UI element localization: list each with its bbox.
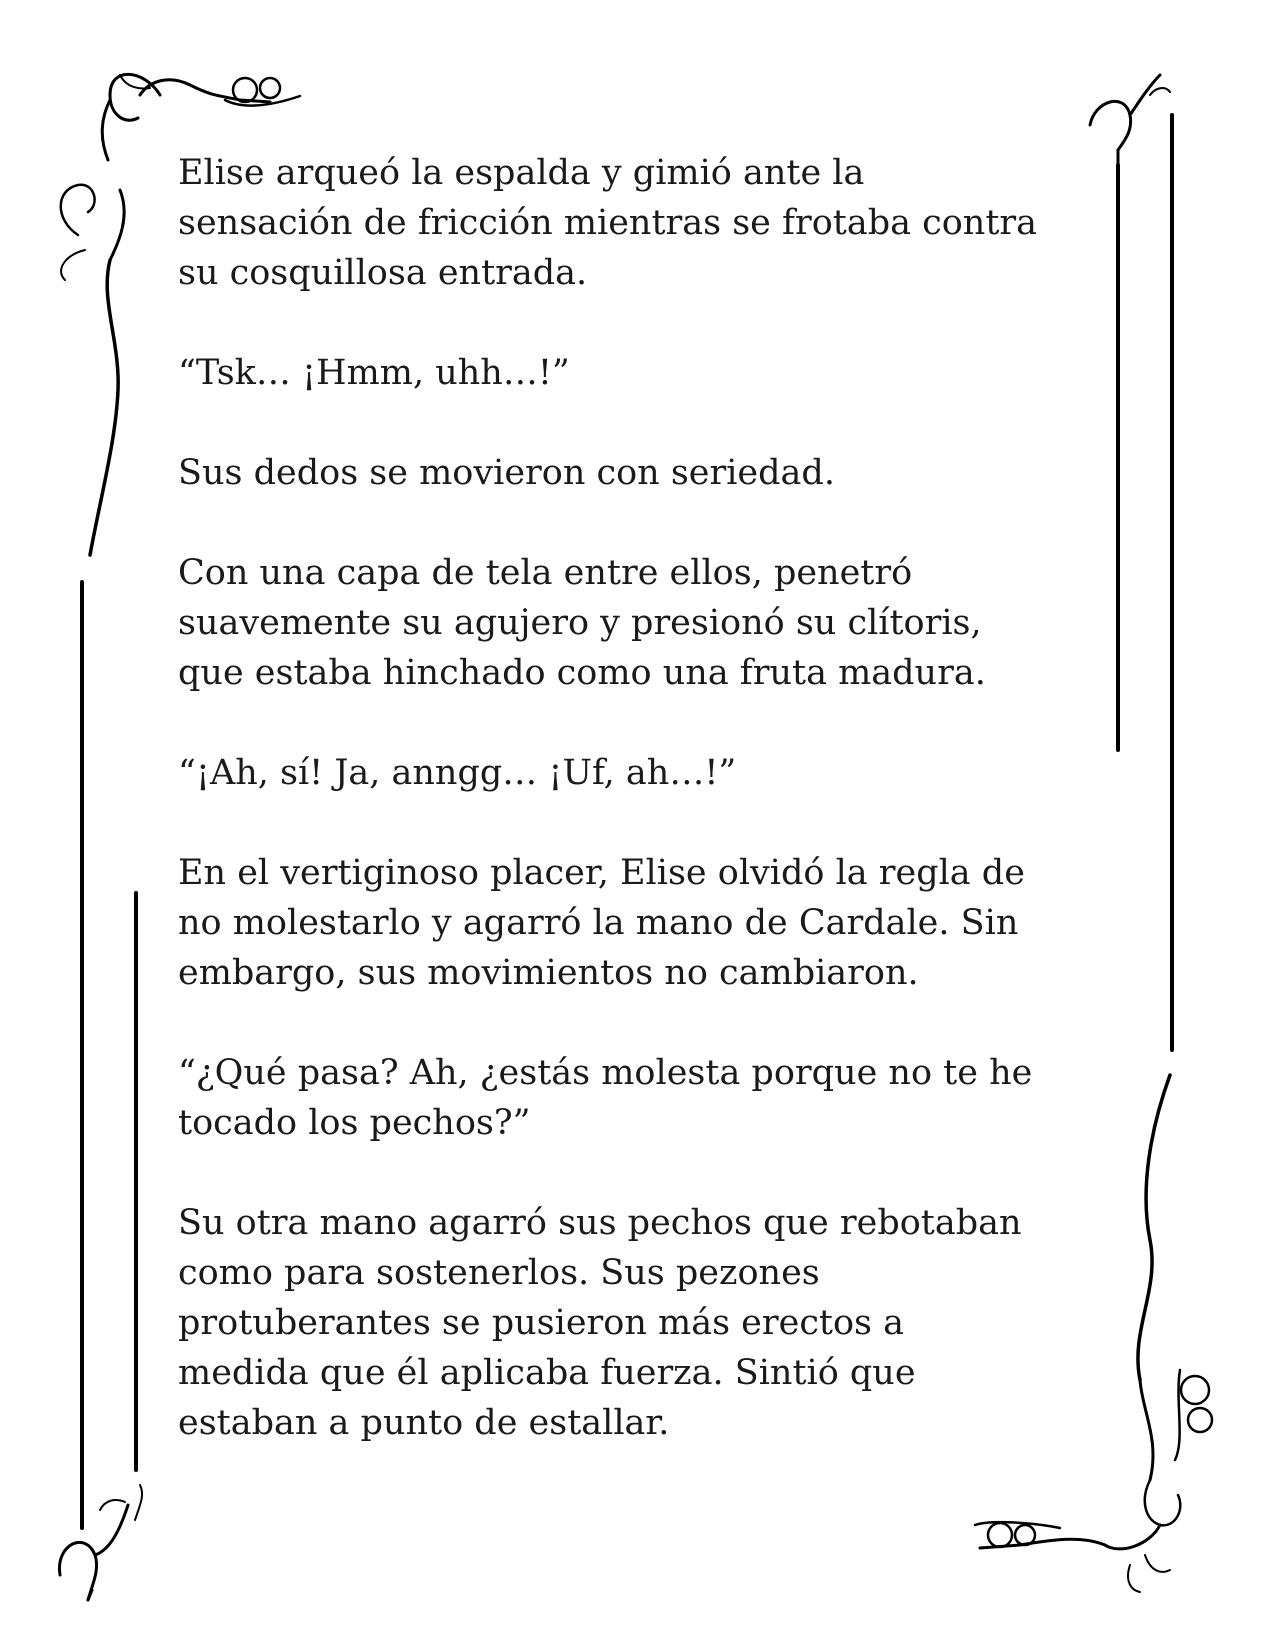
paragraph-3: Sus dedos se movieron con seriedad. [178, 453, 835, 493]
paragraph-2: “Tsk… ¡Hmm, uhh…!” [178, 353, 570, 393]
bottom-left-flourish [59, 1485, 142, 1600]
paragraph-1: Elise arqueó la espalda y gimió ante la sensación de fricción mientras se frotaba contra su cosquillosa entrada. [178, 153, 1037, 293]
paragraph-6: En el vertiginoso placer, Elise olvidó la regla de no molestarlo y agarró la mano de Cardale. Sin embargo, sus movimientos no cambiaron. [178, 853, 1025, 993]
paragraph-7: “¿Qué pasa? Ah, ¿estás molesta porque no te he tocado los pechos?” [178, 1053, 1033, 1143]
paragraph-8: Su otra mano agarró sus pechos que rebotaban como para sostenerlos. Sus pezones protuberantes se pusieron más erectos a medida que él aplicaba fuerza. Sintió que estaban a punto de estallar. [178, 1203, 1022, 1443]
story-text [178, 148, 1138, 1448]
paragraph-5: “¡Ah, sí! Ja, anngg… ¡Uf, ah…!” [178, 753, 737, 793]
paragraph-4: Con una capa de tela entre ellos, penetró suavemente su agujero y presionó su clítoris, que estaba hinchado como una fruta madura. [178, 553, 986, 693]
